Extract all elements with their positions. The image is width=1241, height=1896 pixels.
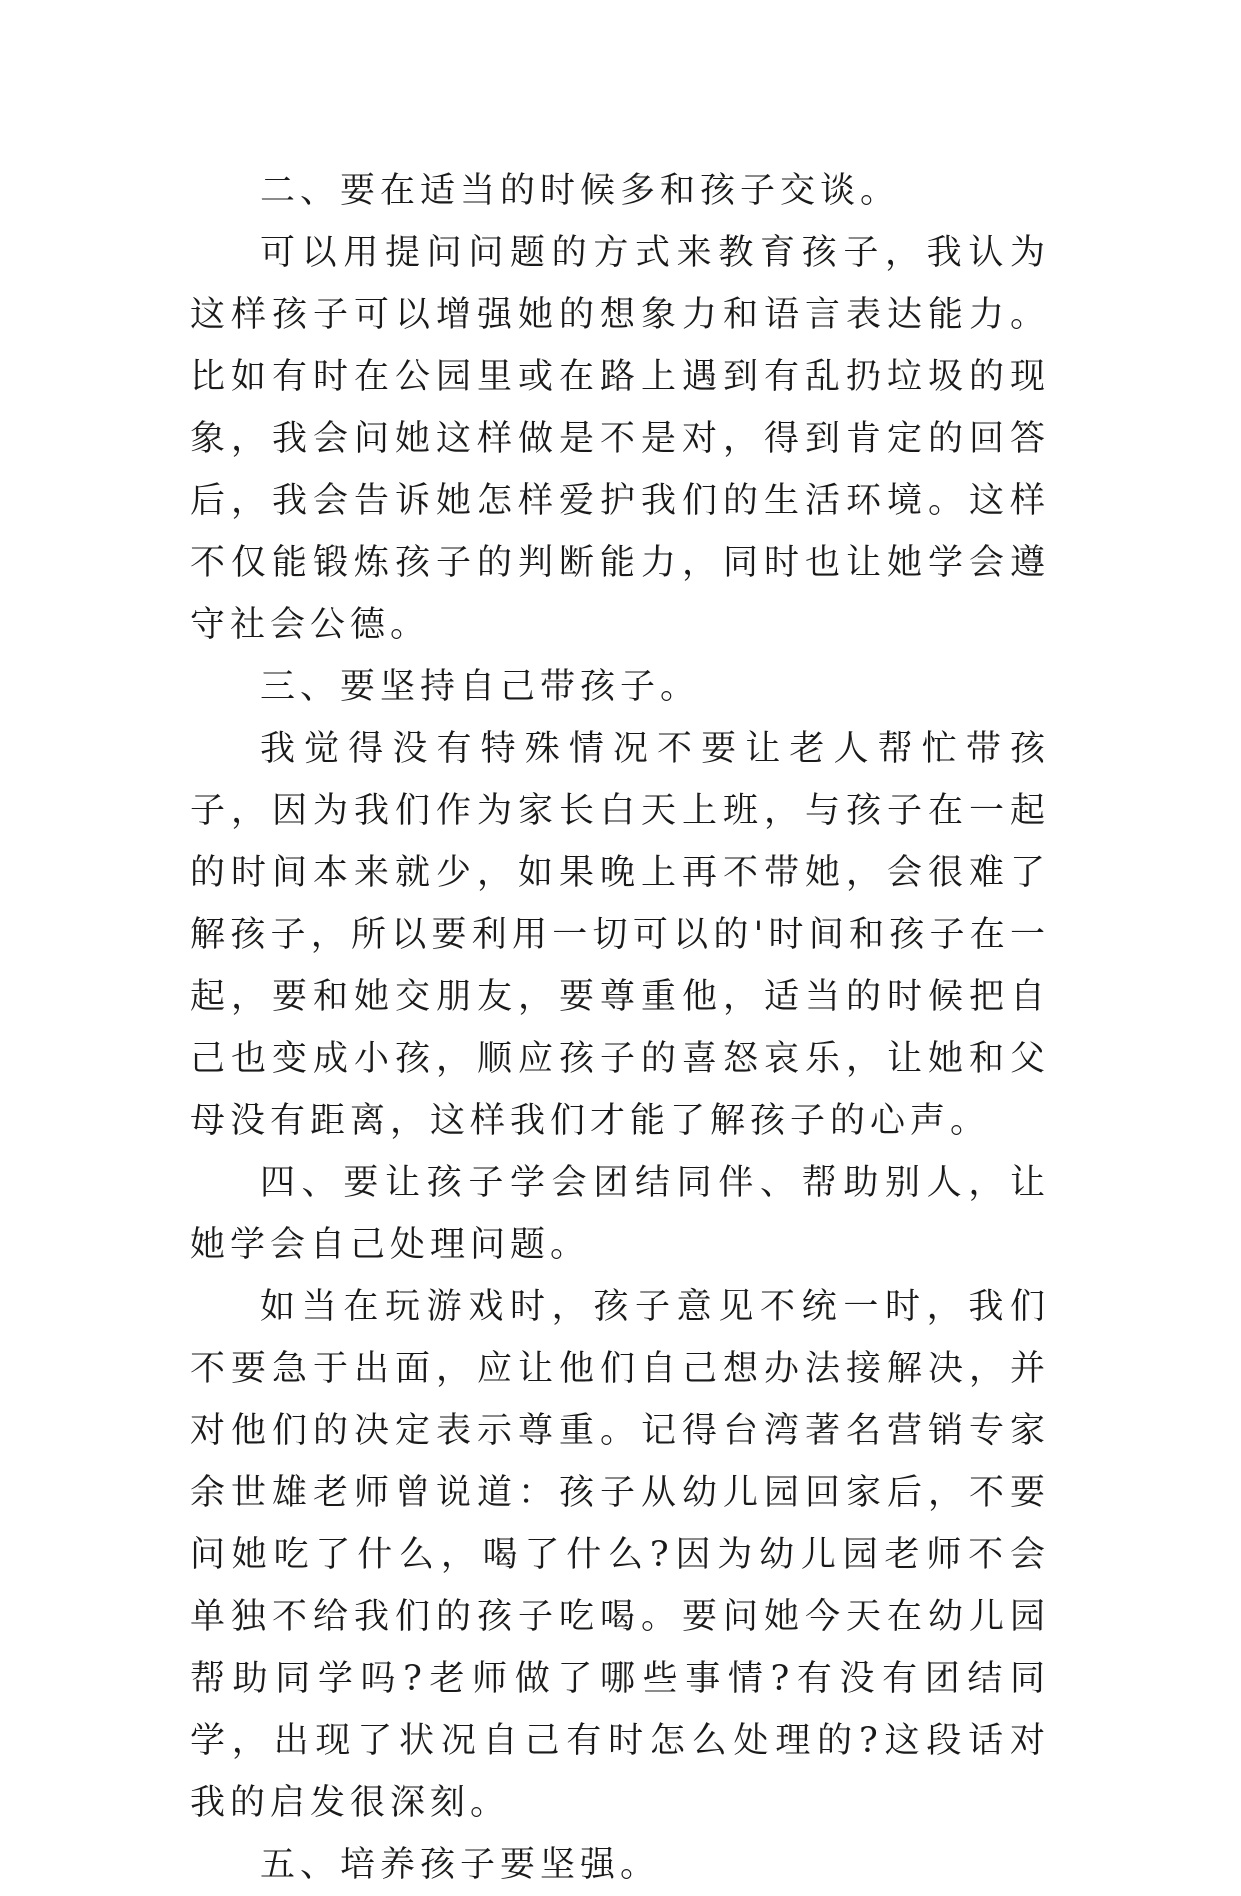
body-paragraph: 可以用提问问题的方式来教育孩子，我认为这样孩子可以增强她的想象力和语言表达能力。比如有时在公园里或在路上遇到有乱扔垃圾的现象，我会问她这样做是不是对，得到肯定的回答后，我会告诉她怎样爱护我们的生活环境。这样不仅能锻炼孩子的判断能力，同时也让她学会遵守社会公德。 bbox=[190, 233, 1050, 645]
section-heading-2: 二、要在适当的时候多和孩子交谈。 bbox=[260, 171, 901, 211]
section-heading-4: 四、要让孩子学会团结同伴、帮助别人，让她学会自己处理问题。 bbox=[190, 1163, 1050, 1265]
document-page bbox=[190, 160, 1050, 1896]
body-paragraph: 如当在玩游戏时，孩子意见不统一时，我们不要急于出面，应让他们自己想办法接解决，并对他们的决定表示尊重。记得台湾著名营销专家余世雄老师曾说道：孩子从幼儿园回家后，不要问她吃了什么，喝了什么?因为幼儿园老师不会单独不给我们的孩子吃喝。要问她今天在幼儿园帮助同学吗?老师做了哪些事情?有没有团结同学，出现了状况自己有时怎么处理的?这段话对我的启发很深刻。 bbox=[190, 1287, 1050, 1823]
body-paragraph: 我觉得没有特殊情况不要让老人帮忙带孩子，因为我们作为家长白天上班，与孩子在一起的时间本来就少，如果晚上再不带她，会很难了解孩子，所以要利用一切可以的'时间和孩子在一起，要和她交朋友，要尊重他，适当的时候把自己也变成小孩，顺应孩子的喜怒哀乐，让她和父母没有距离，这样我们才能了解孩子的心声。 bbox=[190, 729, 1050, 1141]
section-heading-5: 五、培养孩子要坚强。 bbox=[260, 1845, 661, 1885]
section-heading-3: 三、要坚持自己带孩子。 bbox=[260, 667, 701, 707]
